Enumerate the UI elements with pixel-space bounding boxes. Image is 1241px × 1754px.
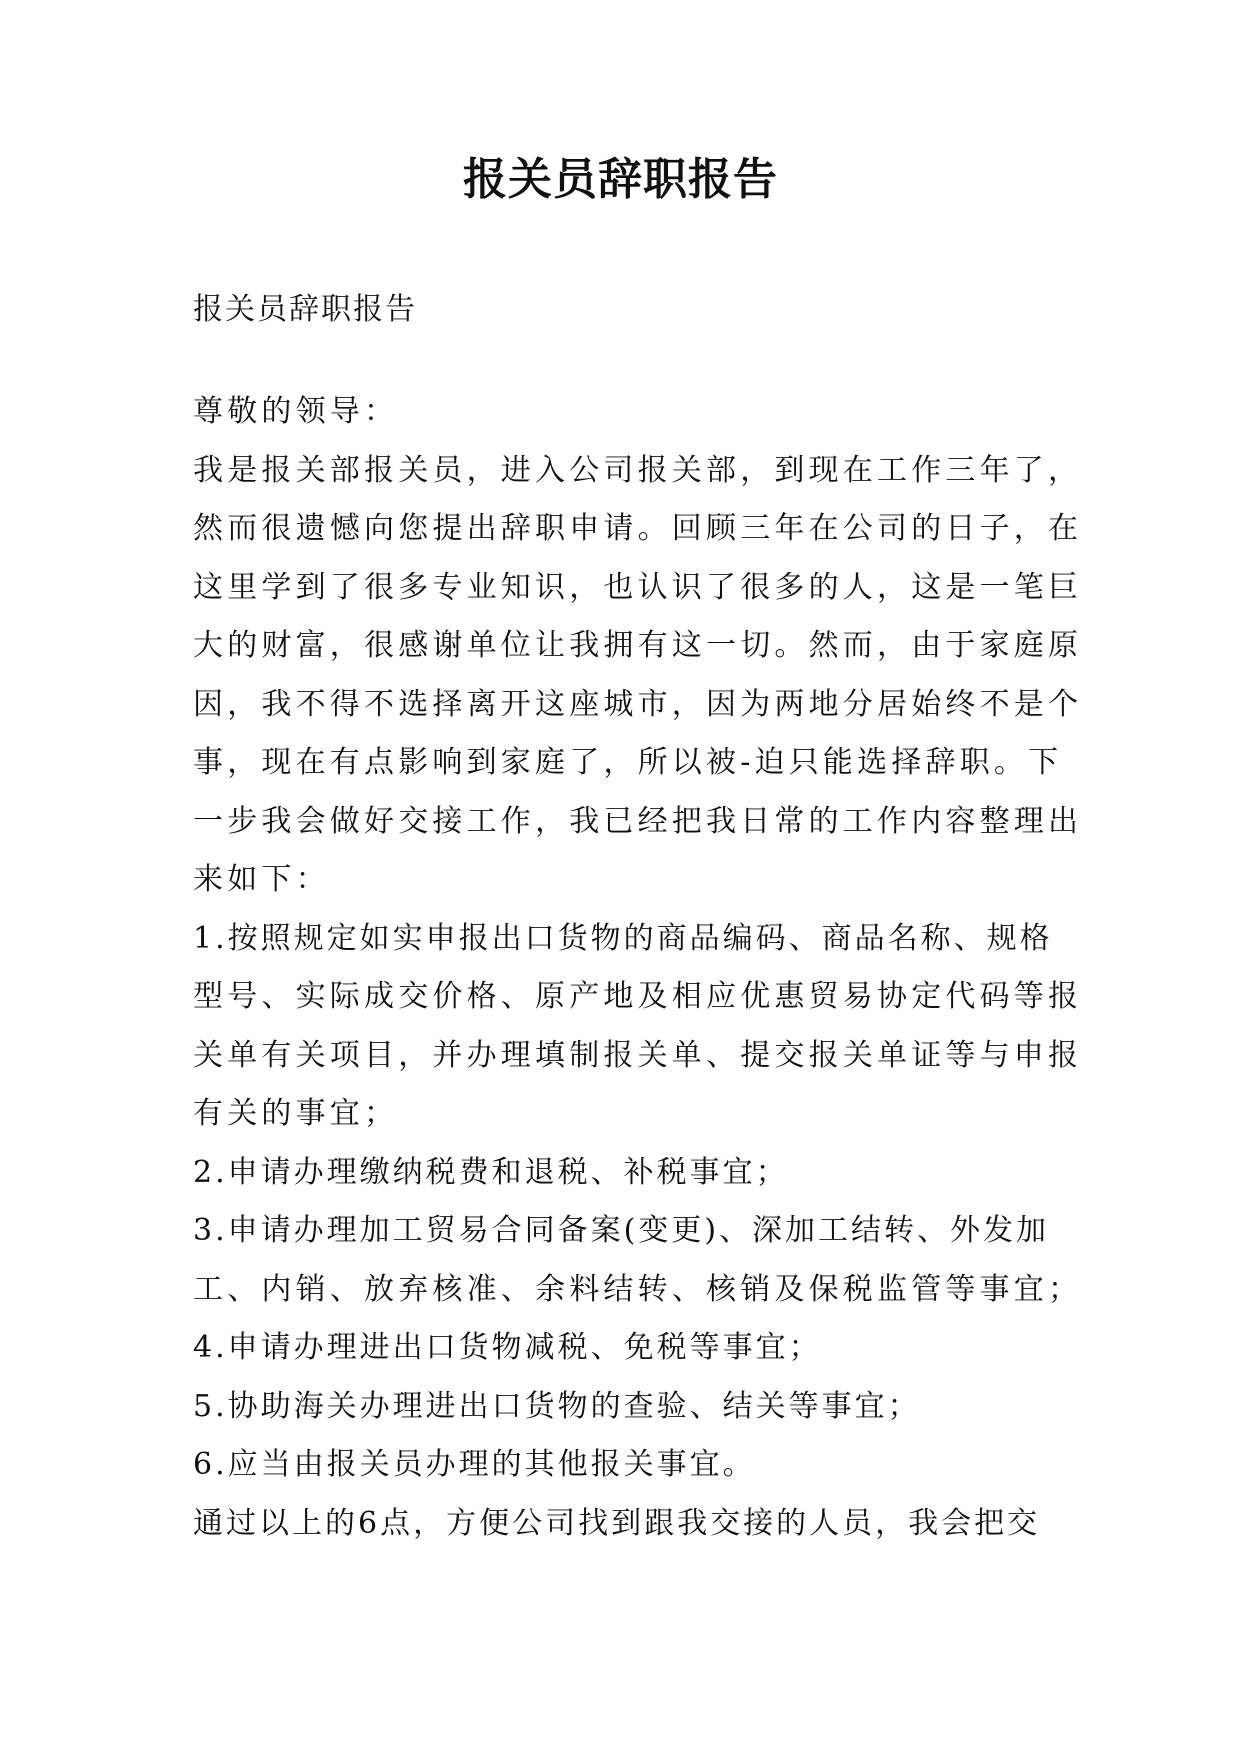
body-line: 5.协助海关办理进出口货物的查验、结关等事宜； — [193, 1388, 921, 1424]
document-body — [193, 383, 1083, 1553]
document-title: 报关员辞职报告 — [463, 154, 778, 205]
body-line: 尊敬的领导： — [193, 394, 399, 429]
body-line: 大的财富，很感谢单位让我拥有这一切。然而，由于家庭原 — [193, 628, 1083, 663]
body-line: 我是报关部报关员，进入公司报关部，到现在工作三年了， — [193, 452, 1083, 488]
body-line: 然而很遗憾向您提出辞职申请。回顾三年在公司的日子，在 — [193, 511, 1083, 546]
body-line: 2.申请办理缴纳税费和退税、补税事宜； — [193, 1154, 789, 1190]
body-line: 一步我会做好交接工作，我已经把我日常的工作内容整理出 — [193, 803, 1083, 839]
body-line: 这里学到了很多专业知识，也认识了很多的人，这是一笔巨 — [193, 569, 1083, 605]
body-line: 6.应当由报关员办理的其他报关事宜。 — [193, 1447, 756, 1482]
body-line: 事，现在有点影响到家庭了，所以被-迫只能选择辞职。下 — [193, 745, 1063, 780]
body-line: 来如下： — [193, 862, 330, 897]
document-subtitle: 报关员辞职报告 — [193, 292, 417, 327]
body-line: 1.按照规定如实申报出口货物的商品编码、商品名称、规格 — [193, 920, 1053, 956]
body-line: 通过以上的6点，方便公司找到跟我交接的人员，我会把交 — [193, 1505, 1041, 1541]
body-line: 3.申请办理加工贸易合同备案(变更)、深加工结转、外发加 — [193, 1213, 1050, 1248]
body-line: 工、内销、放弃核准、余料结转、核销及保税监管等事宜； — [193, 1271, 1083, 1307]
body-line: 因，我不得不选择离开这座城市，因为两地分居始终不是个 — [193, 686, 1083, 722]
body-line: 有关的事宜； — [193, 1096, 399, 1131]
body-line: 关单有关项目，并办理填制报关单、提交报关单证等与申报 — [193, 1037, 1083, 1073]
body-line: 4.申请办理进出口货物减税、免税等事宜； — [193, 1330, 822, 1365]
body-line: 型号、实际成交价格、原产地及相应优惠贸易协定代码等报 — [193, 979, 1083, 1014]
